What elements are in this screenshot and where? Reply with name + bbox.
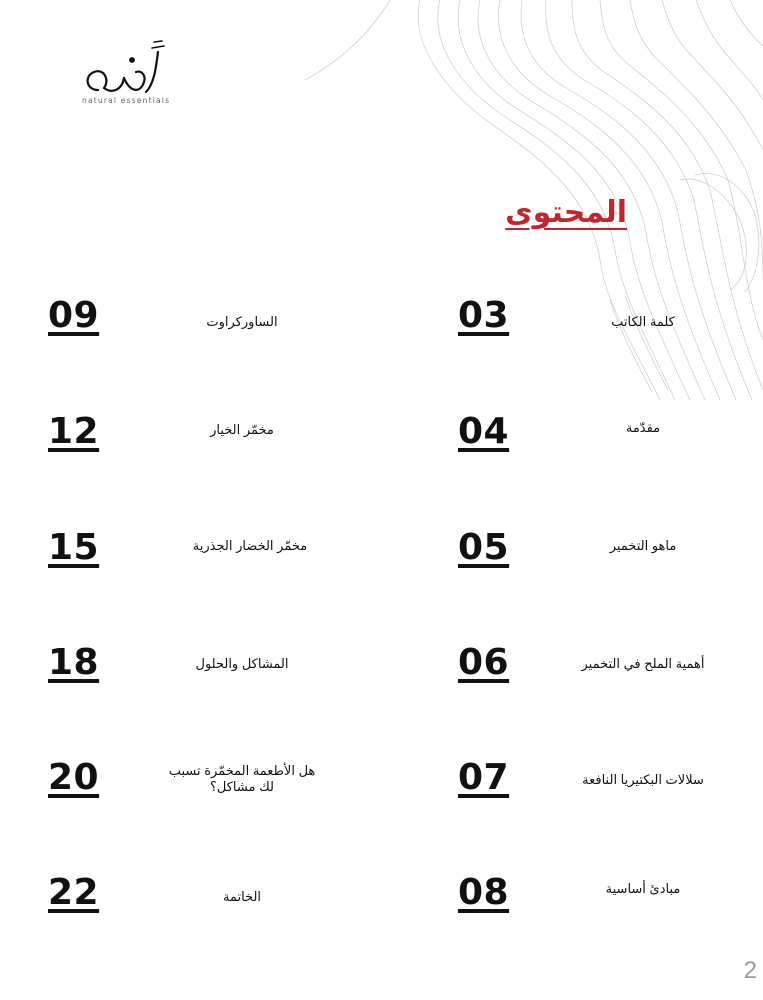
toc-entry-label: مخمّر الخضار الجذرية	[192, 538, 308, 553]
toc-entry-label: أهمية الملح في التخمير	[581, 656, 705, 671]
toc-page-number: 15	[48, 527, 100, 568]
brand-tagline: natural essentials	[82, 96, 171, 105]
toc-page-number: 07	[458, 757, 510, 798]
toc-entry-label: الساوركراوت	[206, 314, 278, 329]
toc-title: المحتوى	[505, 195, 627, 230]
toc-page-number: 22	[48, 872, 100, 913]
toc-entry-label: كلمة الكاتب	[611, 314, 675, 329]
toc-entry-label: مقدّمة	[625, 420, 661, 435]
toc-entry-label: الخاتمة	[222, 889, 262, 904]
toc-page-number: 05	[458, 527, 510, 568]
toc-entry-label: سلالات البكتيريا النافعة	[582, 772, 704, 787]
toc-page-number: 12	[48, 411, 100, 452]
toc-entry-label: هل الأطعمة المخمّرة تسبب لك مشاكل؟	[168, 763, 316, 794]
toc-page-number: 18	[48, 642, 100, 683]
toc-page-number: 06	[458, 642, 510, 683]
toc-page-number: 04	[458, 411, 510, 452]
toc-entry-label: مبادئ أساسية	[605, 881, 681, 896]
toc-entry-label: المشاكل والحلول	[195, 656, 289, 671]
toc-entry-label: مخمّر الخيار	[210, 422, 274, 437]
page-number: 2	[743, 957, 757, 984]
toc-entry-label: ماهو التخمير	[609, 538, 677, 553]
toc-page-number: 08	[458, 872, 510, 913]
toc-page-number: 09	[48, 295, 100, 336]
toc-page-number: 03	[458, 295, 510, 336]
toc-page-number: 20	[48, 757, 100, 798]
